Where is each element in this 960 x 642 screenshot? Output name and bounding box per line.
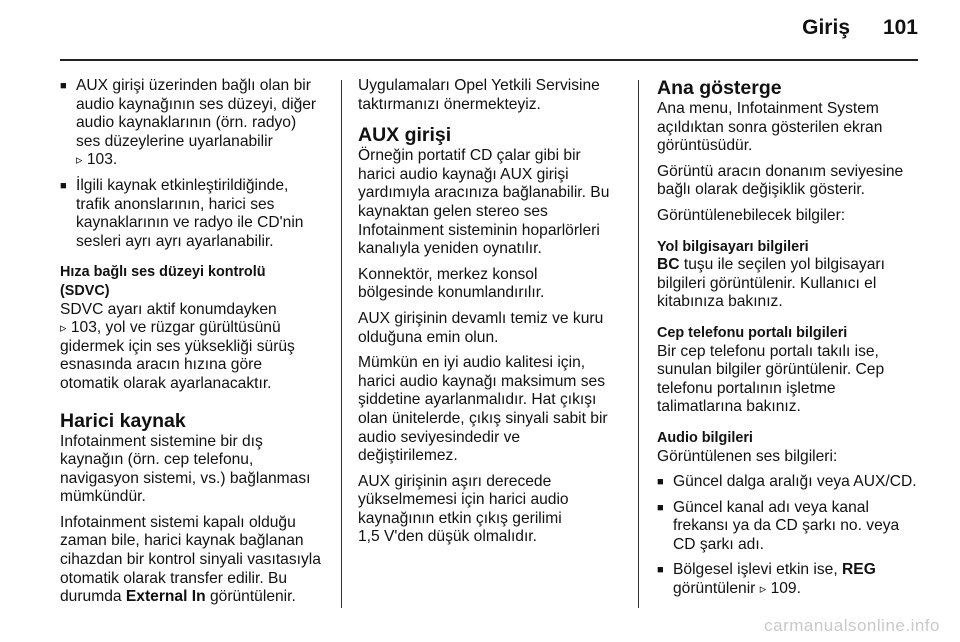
aux-paragraph-2: Konnektör, merkez konsol bölgesinde konumlandırılır. (358, 265, 545, 302)
external-in-label: External In (125, 588, 206, 606)
yol-paragraph: BC tuşu ile seçilen yol bilgisayarı bilgileri görüntülenir. Kullanıcı el kitabınıza bakınız. (657, 256, 885, 311)
sdvc-subheading: Hıza bağlı ses düzeyi kontrolü (SDVC) (60, 264, 266, 299)
column-2 (358, 77, 624, 554)
cep-subheading: Cep telefonu portalı bilgileri (657, 324, 848, 341)
ana-paragraph-1: Ana menu, Infotainment System açıldıktan sonra gösterilen ekran görüntüsüdür. (657, 100, 883, 155)
list-item: ■ Güncel kanal adı veya kanal frekansı ya da CD şarkı no. veya CD şarkı adı. (657, 498, 900, 553)
audio-subheading: Audio bilgileri (657, 429, 753, 446)
aux-paragraph-3: AUX girişinin devamlı temiz ve kuru olduğuna emin olun. (358, 309, 604, 346)
column-divider-1 (341, 80, 342, 608)
square-bullet-icon: ■ (657, 564, 664, 577)
sdvc-paragraph: SDVC ayarı aktif konumdayken ▹ 103, yol ve rüzgar gürültüsünü gidermek için ses yüksekliği sürüş esnasında aracın hızına göre otomatik olarak ayarlanacaktır. (60, 300, 295, 392)
harici-paragraph-1: Infotainment sistemine bir dış kaynağın (örn. cep telefonu, navigasyon sistemi, vs.) bağlanması mümkündür. (60, 432, 311, 506)
yol-subheading: Yol bilgisayarı bilgileri (657, 238, 809, 255)
reference-arrow-icon: ▹ (759, 581, 767, 597)
list-item: ■ Güncel dalga aralığı veya AUX/CD. (657, 473, 917, 491)
aux-paragraph-5: AUX girişinin aşırı derecede yükselmemesi için harici audio kaynağının etkin çıkış gerilimi 1,5 V'den düşük olmalıdır. (358, 472, 569, 546)
page-header (0, 0, 960, 60)
list-item: ■ İlgili kaynak etkinleştirildiğinde, trafik anonslarının, harici ses kaynaklarının ve radyo ile CD'nin sesleri ayrı ayrı ayarlanabilir. (60, 176, 304, 250)
page-reference-link[interactable]: 109. (770, 580, 801, 598)
aux-paragraph-4: Mümkün en iyi audio kalitesi için, harici audio kaynağı maksimum ses şiddetine ayarlanmalıdır. Hat çıkışı olan ünitelerde, çıkış sinyali sabit bir audio seviyesindedir ve değiştirilemez. (358, 354, 608, 465)
page-title: Giriş (802, 16, 850, 39)
page-reference-link[interactable]: 103, yol ve rüzgar gürültüsünü (70, 319, 281, 337)
page-reference-link[interactable]: 103. (86, 151, 118, 169)
ana-paragraph-3: Görüntülenebilecek bilgiler: (657, 206, 846, 224)
column-1 (60, 77, 330, 614)
section-heading-harici-kaynak: Harici kaynak (60, 409, 186, 432)
audio-intro: Görüntülenen ses bilgileri: (657, 447, 838, 465)
page-number: 101 (882, 16, 918, 39)
square-bullet-icon: ■ (657, 501, 664, 514)
list-item: ■ Bölgesel işlevi etkin ise, REG görüntülenir ▹ 109. (657, 561, 876, 598)
bc-key-label: BC (657, 256, 680, 274)
column-divider-2 (638, 80, 639, 608)
section-heading-aux-girisi: AUX girişi (358, 124, 452, 147)
column-3 (657, 77, 944, 606)
ana-paragraph-2: Görüntü aracın donanım seviyesine bağlı olarak değişiklik gösterir. (657, 162, 904, 199)
watermark: carmanualsonline.info (764, 616, 940, 635)
list-item: ■ AUX girişi üzerinden bağlı olan bir audio kaynağının ses düzeyi, diğer audio kaynaklarının (örn. radyo) ses düzeylerine uyarlanabilir ▹ 103. (60, 77, 317, 169)
reference-arrow-icon: ▹ (60, 320, 67, 336)
cep-paragraph: Bir cep telefonu portalı takılı ise, sunulan bilgiler görüntülenir. Cep telefonu portalının işletme talimatlarına bakınız. (657, 342, 885, 416)
reg-label: REG (842, 561, 876, 579)
square-bullet-icon: ■ (60, 80, 67, 92)
square-bullet-icon: ■ (60, 179, 67, 192)
section-heading-ana-gosterge: Ana gösterge (657, 77, 782, 99)
aux-paragraph-1: Örneğin portatif CD çalar gibi bir harici audio kaynağı AUX girişi yardımıyla aracınıza bağlanabilir. Bu kaynaktan gelen stereo ses Infotainment sisteminin hoparlörleri kanalıyla yeniden oynatılır. (358, 147, 610, 258)
reference-arrow-icon: ▹ (76, 152, 83, 168)
square-bullet-icon: ■ (657, 476, 664, 489)
header-rule (60, 59, 918, 61)
harici-paragraph-2: Infotainment sistemi kapalı olduğu zaman bile, harici kaynak bağlanan cihazdan bir kontrol sinyali vasıtasıyla otomatik olarak transfer edilir. Bu durumda External In görüntülenir. (60, 513, 321, 606)
intro-paragraph: Uygulamaları Opel Yetkili Servisine taktırmanızı önermekteyiz. (358, 77, 600, 113)
